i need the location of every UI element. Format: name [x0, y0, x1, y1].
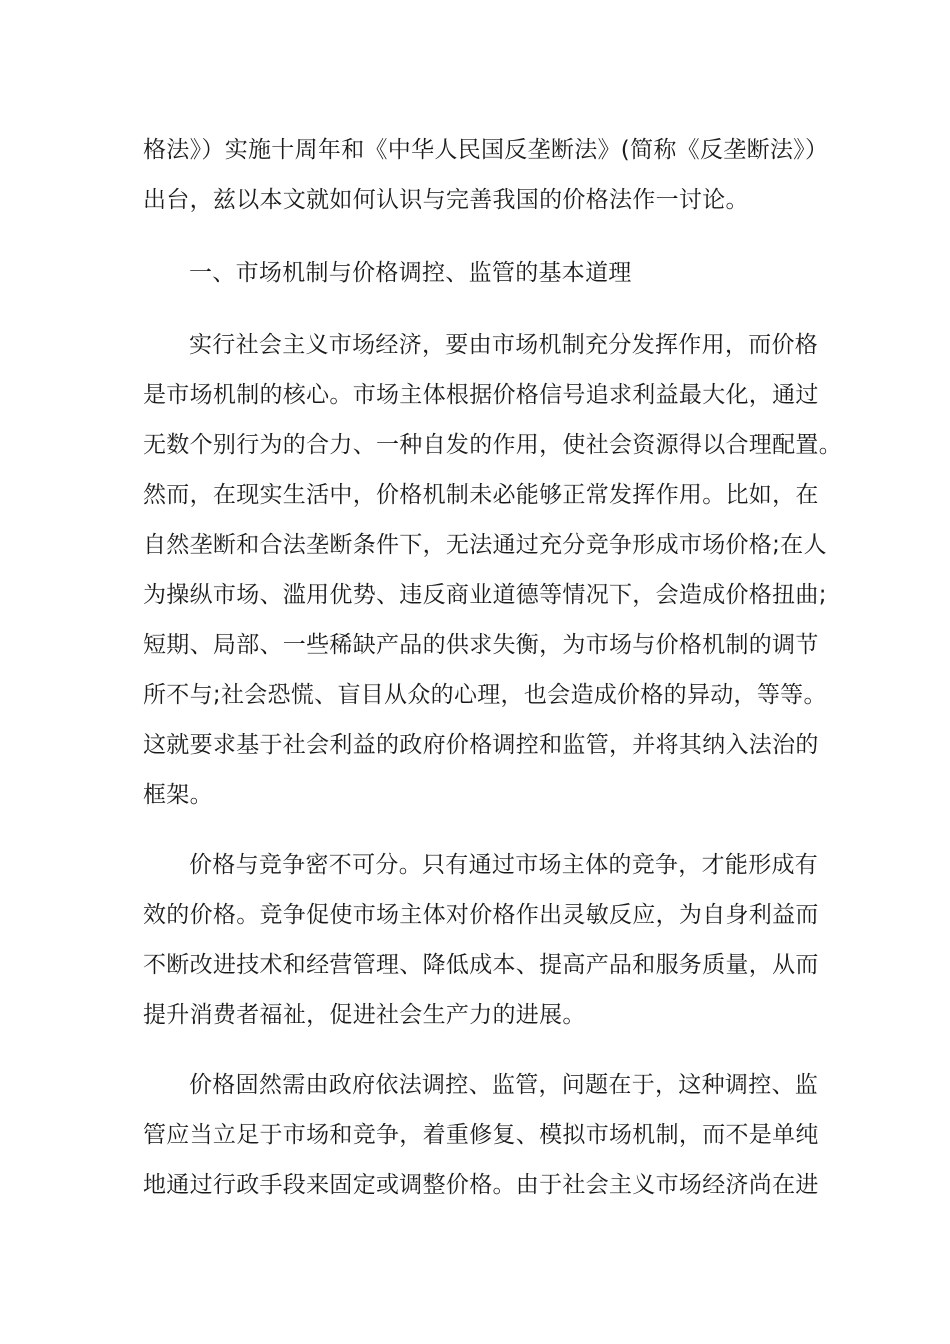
text-line: 管应当立足于市场和竞争，着重修复、模拟市场机制，而不是单纯: [143, 1122, 819, 1148]
text-line: 格法》）实施十周年和《中华人民国反垄断法》(简称《反垄断法》）: [143, 137, 829, 163]
text-line: 不断改进技术和经营管理、降低成本、提高产品和服务质量，从而: [143, 952, 819, 978]
paragraph-market-mechanism: [143, 320, 842, 820]
text-line: 出台，兹以本文就如何认识与完善我国的价格法作一讨论。: [143, 187, 749, 213]
text-line: 效的价格。竞争促使市场主体对价格作出灵敏反应，为自身利益而: [143, 902, 819, 928]
text-line: 是市场机制的核心。市场主体根据价格信号追求利益最大化，通过: [143, 382, 819, 408]
text-line: 这就要求基于社会利益的政府价格调控和监管，并将其纳入法治的: [143, 732, 819, 758]
text-line: 地通过行政手段来固定或调整价格。由于社会主义市场经济尚在进: [143, 1172, 819, 1198]
text-line: 所不与;社会恐慌、盲目从众的心理，也会造成价格的异动，等等。: [143, 682, 827, 708]
paragraph-price-competition: [143, 840, 819, 1040]
text-line: 无数个别行为的合力、一种自发的作用，使社会资源得以合理配置。: [143, 432, 842, 458]
text-line: 自然垄断和合法垄断条件下，无法通过充分竞争形成市场价格;在人: [143, 532, 827, 558]
text-line: 价格与竞争密不可分。只有通过市场主体的竞争，才能形成有: [189, 852, 819, 878]
text-line: 实行社会主义市场经济，要由市场机制充分发挥作用，而价格: [189, 332, 819, 358]
text-line: 价格固然需由政府依法调控、监管，问题在于，这种调控、监: [189, 1072, 819, 1098]
section-heading: [143, 248, 803, 298]
text-line: 为操纵市场、滥用优势、违反商业道德等情况下，会造成价格扭曲;: [143, 582, 827, 608]
paragraph-intro-continuation: [143, 125, 829, 225]
section-heading-text: 一、市场机制与价格调控、监管的基本道理: [189, 260, 632, 286]
paragraph-government-regulation: [143, 1060, 819, 1210]
text-line: 短期、局部、一些稀缺产品的供求失衡，为市场与价格机制的调节: [143, 632, 819, 658]
text-line: 然而，在现实生活中，价格机制未必能够正常发挥作用。比如，在: [143, 482, 819, 508]
text-line: 提升消费者福祉，促进社会生产力的进展。: [143, 1002, 586, 1028]
text-line: 框架。: [143, 782, 213, 808]
